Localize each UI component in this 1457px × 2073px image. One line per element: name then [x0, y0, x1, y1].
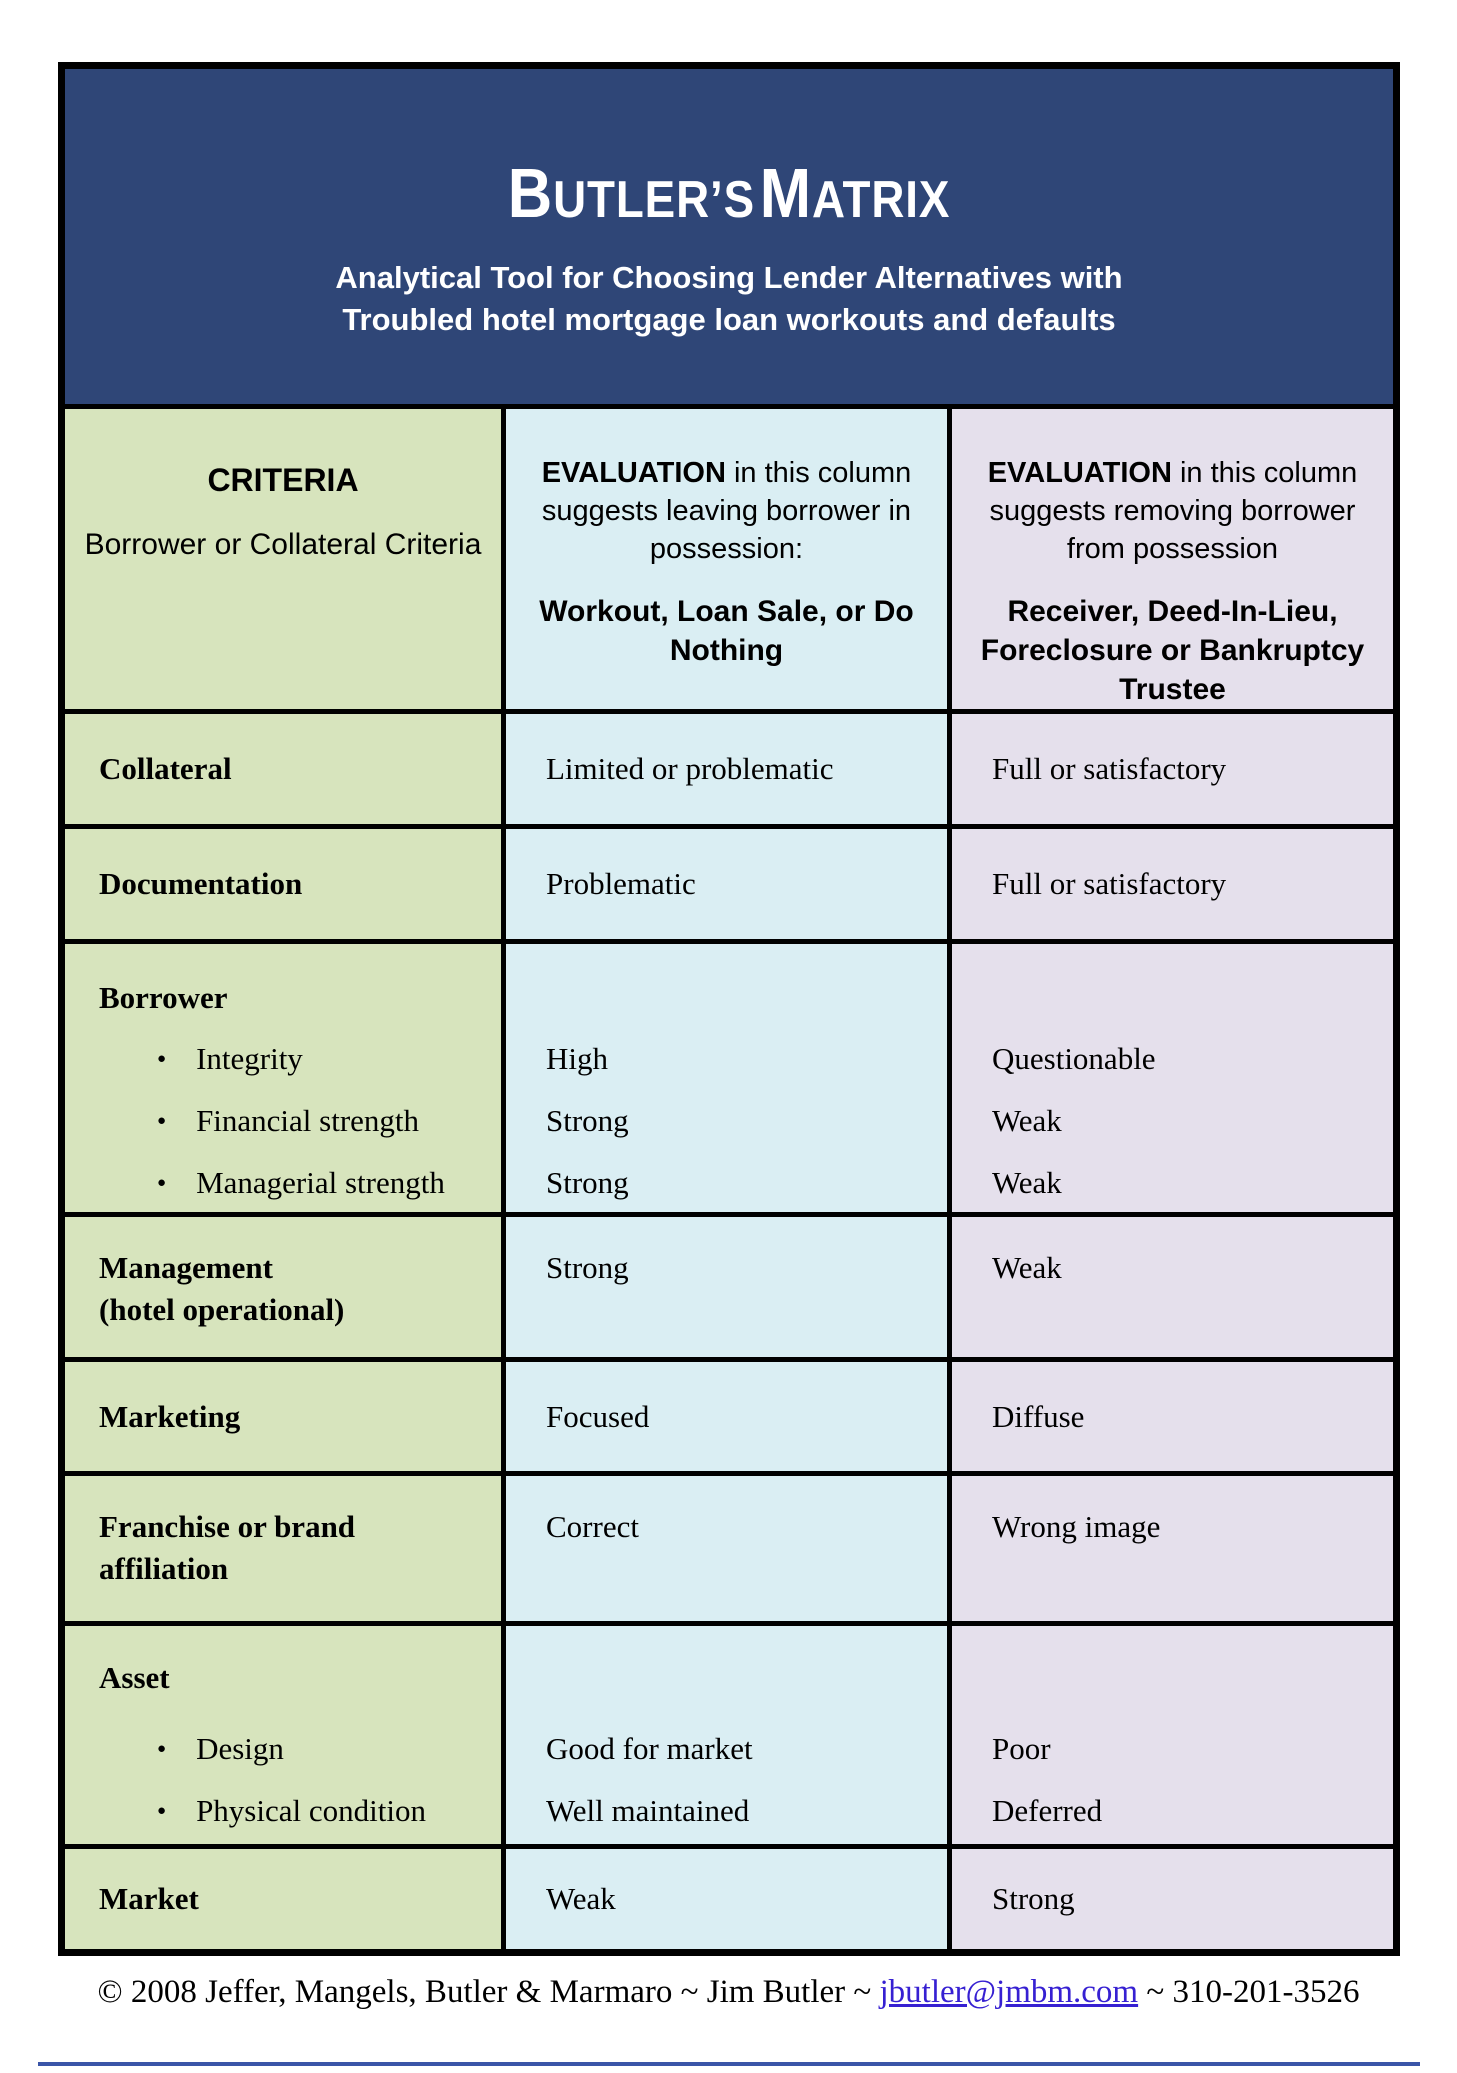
keep-header-lead — [522, 454, 931, 568]
column-header-criteria — [65, 409, 501, 709]
list-item-label: Integrity — [196, 1041, 303, 1076]
banner — [65, 69, 1393, 404]
row-market-label — [65, 1849, 501, 1949]
list-item — [99, 1028, 487, 1090]
footer-text-before: © 2008 Jeffer, Mangels, Butler & Marmaro ~ Jim Butler ~ — [97, 1974, 880, 2010]
remove-value: Full or satisfactory — [992, 751, 1227, 786]
row-label: Management — [99, 1250, 273, 1285]
row-borrower-remove — [952, 944, 1393, 1212]
title-initial-2: M — [759, 154, 812, 232]
butlers-matrix-table — [58, 62, 1400, 1956]
list-item — [99, 1090, 487, 1152]
row-marketing-remove — [952, 1362, 1393, 1471]
list-item-label: Financial strength — [196, 1103, 420, 1138]
keep-value: Strong — [546, 1103, 629, 1138]
borrower-criteria-list — [99, 1028, 487, 1214]
row-borrower-keep — [506, 944, 947, 1212]
bottom-divider — [38, 2062, 1420, 2066]
row-asset-remove — [952, 1626, 1393, 1844]
keep-value: Well maintained — [546, 1793, 750, 1828]
list-item — [99, 1718, 487, 1780]
keep-value: Focused — [546, 1398, 650, 1434]
keep-value: Limited or problematic — [546, 751, 834, 786]
row-franchise-label — [65, 1476, 501, 1621]
row-collateral-remove — [952, 714, 1393, 824]
row-documentation-label — [65, 829, 501, 939]
column-header-keep-possession — [506, 409, 947, 709]
footer-text-after: ~ 310-201-3526 — [1138, 1974, 1360, 2010]
row-collateral-keep — [506, 714, 947, 824]
row-label: Collateral — [99, 751, 232, 786]
list-item-label: Managerial strength — [196, 1165, 445, 1200]
row-label: Franchise or brand affiliation — [99, 1509, 356, 1586]
criteria-subtitle: Borrower or Collateral Criteria — [84, 528, 482, 561]
row-label: Documentation — [99, 866, 303, 901]
row-asset-keep — [506, 1626, 947, 1844]
remove-header-lead — [968, 454, 1377, 568]
remove-value: Diffuse — [992, 1398, 1085, 1434]
row-label: Borrower — [99, 980, 228, 1015]
keep-value: Strong — [546, 1250, 629, 1285]
remove-header-lead-rest: in this column suggests removing borrower from possession — [989, 457, 1358, 565]
row-market-keep — [506, 1849, 947, 1949]
title-text-2: ATRIX — [811, 171, 951, 229]
row-asset-label — [65, 1626, 501, 1844]
keep-value: High — [546, 1041, 608, 1076]
list-item — [99, 1152, 487, 1214]
row-franchise-keep — [506, 1476, 947, 1621]
list-item-label: Design — [196, 1731, 284, 1766]
bullet-dot-icon: ● — [157, 1802, 167, 1819]
row-marketing-keep — [506, 1362, 947, 1471]
criteria-title: CRITERIA — [207, 462, 359, 498]
asset-criteria-list — [99, 1718, 487, 1842]
list-item — [99, 1780, 487, 1842]
row-franchise-remove — [952, 1476, 1393, 1621]
remove-value: Deferred — [992, 1793, 1103, 1828]
row-management-label — [65, 1217, 501, 1357]
column-header-remove-possession — [952, 409, 1393, 709]
row-label-secondary: (hotel operational) — [99, 1292, 345, 1327]
row-management-keep — [506, 1217, 947, 1357]
subtitle-line-1: Analytical Tool for Choosing Lender Alternatives with — [335, 260, 1123, 295]
remove-value: Strong — [992, 1881, 1075, 1916]
remove-value: Questionable — [992, 1041, 1156, 1076]
keep-header-lead-bold: EVALUATION — [541, 457, 726, 489]
keep-header-lead-rest: in this column suggests leaving borrower in possession: — [541, 457, 912, 565]
row-borrower-label — [65, 944, 501, 1212]
row-label: Marketing — [99, 1398, 241, 1434]
keep-value: Correct — [546, 1509, 639, 1544]
copyright-footer — [0, 1974, 1457, 2011]
bullet-dot-icon: ● — [157, 1740, 167, 1757]
page-subtitle — [65, 257, 1393, 341]
row-label: Asset — [99, 1660, 170, 1695]
keep-value: Good for market — [546, 1731, 753, 1766]
row-market-remove — [952, 1849, 1393, 1949]
row-collateral-label — [65, 714, 501, 824]
keep-header-options: Workout, Loan Sale, or Do Nothing — [539, 595, 914, 667]
row-documentation-remove — [952, 829, 1393, 939]
title-initial-1: B — [507, 154, 554, 232]
remove-header-options: Receiver, Deed-In-Lieu, Foreclosure or Bankruptcy Trustee — [980, 595, 1365, 706]
row-documentation-keep — [506, 829, 947, 939]
remove-value: Weak — [992, 1103, 1062, 1138]
remove-value: Weak — [992, 1250, 1062, 1285]
bullet-dot-icon: ● — [157, 1112, 167, 1129]
remove-value: Weak — [992, 1165, 1062, 1200]
email-link[interactable]: jbutler@jmbm.com — [879, 1974, 1139, 2010]
remove-header-lead-bold: EVALUATION — [987, 457, 1172, 489]
subtitle-line-2: Troubled hotel mortgage loan workouts and defaults — [342, 302, 1116, 337]
row-management-remove — [952, 1217, 1393, 1357]
row-marketing-label — [65, 1362, 501, 1471]
list-item-label: Physical condition — [196, 1793, 426, 1828]
page-title — [145, 153, 1314, 233]
keep-value: Problematic — [546, 866, 696, 901]
bullet-dot-icon: ● — [157, 1174, 167, 1191]
bullet-dot-icon: ● — [157, 1050, 167, 1067]
remove-value: Wrong image — [992, 1509, 1161, 1544]
keep-value: Weak — [546, 1881, 616, 1916]
title-text-1: UTLER’S — [553, 171, 756, 229]
keep-value: Strong — [546, 1165, 629, 1200]
remove-value: Full or satisfactory — [992, 866, 1227, 901]
remove-value: Poor — [992, 1731, 1051, 1766]
row-label: Market — [99, 1881, 199, 1916]
